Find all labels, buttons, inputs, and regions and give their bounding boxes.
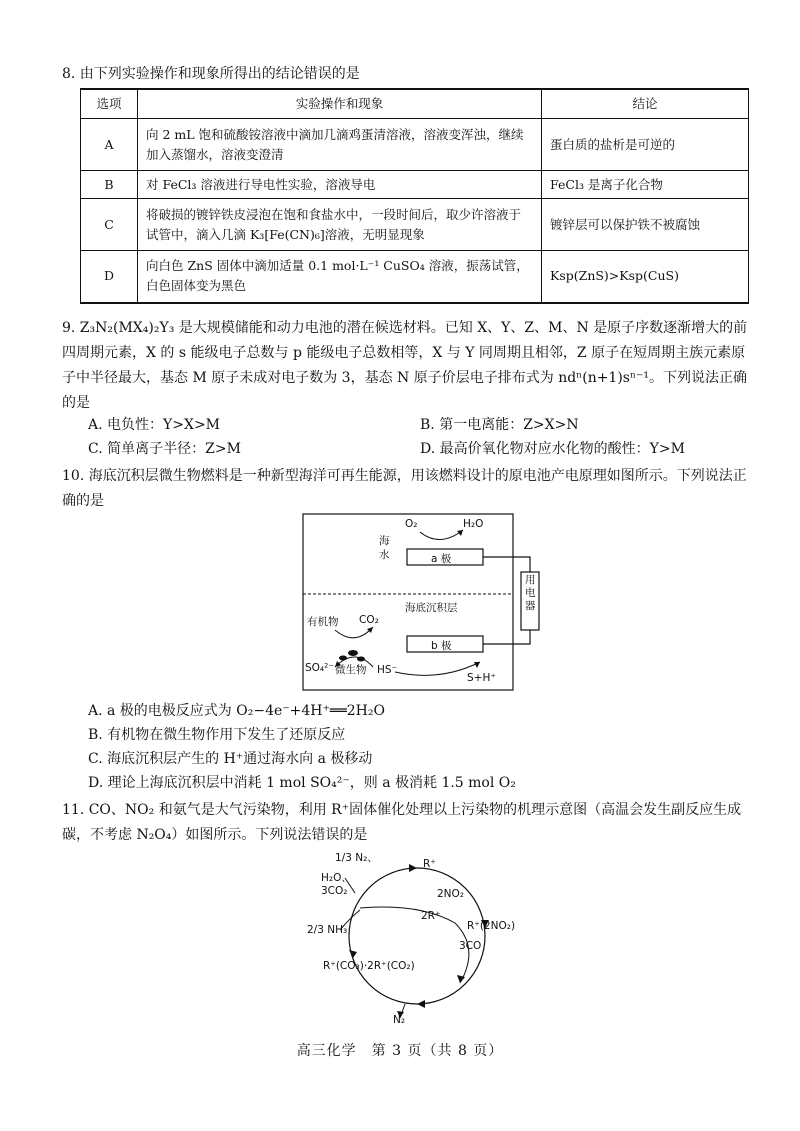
q10-stem: 10. 海底沉积层微生物燃料是一种新型海洋可再生能源，用该燃料设计的原电池产电原理如图所示。下列说法正确的是 [62, 468, 747, 509]
row-option: D [81, 251, 138, 303]
q10-option-c: C. 海底沉积层产生的 H⁺通过海水向 a 极移动 [88, 751, 373, 767]
sediment-label: 海底沉积层 [405, 602, 458, 614]
h2o-co2-label: H₂O、3CO₂ [321, 872, 352, 897]
two-no2-label: 2NO₂ [437, 888, 465, 900]
q9-option-b: B. 第一电离能：Z>X>N [420, 417, 579, 433]
q10-option-a: A. a 极的电极反应式为 O₂−4e⁻+4H⁺══2H₂O [88, 703, 385, 719]
header-conclusion: 结论 [542, 89, 749, 119]
table-row [81, 199, 749, 251]
seawater-label: 海水 [379, 535, 390, 561]
appliance-label: 用电器 [525, 574, 536, 612]
table-row [81, 119, 749, 171]
q9-option-a: A. 电负性：Y>X>M [88, 417, 221, 433]
row-conclusion: 镀锌层可以保护铁不被腐蚀 [542, 199, 749, 251]
q9-option-d: D. 最高价氧化物对应水化物的酸性：Y>M [420, 441, 685, 457]
row-operation: 向白色 ZnS 固体中滴加适量 0.1 mol·L⁻¹ CuSO₄ 溶液，振荡试管，白色固体变为黑色 [138, 251, 542, 303]
n2-top-label: 1/3 N₂、 [335, 852, 378, 864]
r-plus-label: R⁺ [423, 858, 436, 870]
q9-option-c: C. 简单离子半径：Z>M [88, 441, 241, 457]
row-operation: 向 2 mL 饱和硫酸铵溶液中滴加几滴鸡蛋清溶液，溶液变浑浊，继续加入蒸馏水，溶液变澄清 [138, 119, 542, 171]
r-no2-label: R⁺(2NO₂) [467, 920, 516, 932]
row-conclusion: 蛋白质的盐析是可逆的 [542, 119, 749, 171]
table-row [81, 171, 749, 199]
q11-stem: 11. CO、NO₂ 和氨气是大气污染物，利用 R⁺固体催化处理以上污染物的机理示意图（高温会发生副反应生成碳，不考虑 N₂O₄）如图所示。下列说法错误的是 [62, 802, 742, 843]
hs-label: HS⁻ [377, 664, 398, 676]
q9-stem: 9. Z₃N₂(MX₄)₂Y₃ 是大规模储能和动力电池的潜在候选材料。已知 X、Y、Z、M、N 是原子序数逐渐增大的前四周期元素，X 的 s 能级电子总数与 p 能级电子总数相等，X 与 Y 同周期且相邻，Z 原子在短周期主族元素原子中半径最大，基态 M 原子未成对电子数为 3，基态 N 原子价层电子排布式为 ndⁿ(n+1)sⁿ⁻¹。下列说法正确的是 [62, 320, 748, 411]
page-footer: 高三化学 第 3 页（共 8 页） [296, 1043, 504, 1059]
table-header-row [81, 89, 749, 119]
q10-option-d: D. 理论上海底沉积层中消耗 1 mol SO₄²⁻，则 a 极消耗 1.5 mol O₂ [88, 775, 516, 791]
n2-bottom-label: N₂ [393, 1014, 406, 1026]
row-conclusion: Ksp(ZnS)>Ksp(CuS) [542, 251, 749, 303]
two-r-label: 2R⁺ [421, 910, 441, 922]
q10-option-b: B. 有机物在微生物作用下发生了还原反应 [88, 727, 346, 743]
row-conclusion: FeCl₃ 是离子化合物 [542, 171, 749, 199]
s-h-label: S+H⁺ [467, 672, 496, 684]
battery-diagram [295, 512, 545, 692]
q8-table [80, 88, 749, 304]
row-operation: 将破损的镀锌铁皮浸泡在饱和食盐水中，一段时间后，取少许溶液于试管中，滴入几滴 K₃[Fe(CN)₆]溶液，无明显现象 [138, 199, 542, 251]
q8-stem: 8. 由下列实验操作和现象所得出的结论错误的是 [62, 66, 360, 82]
header-operation: 实验操作和现象 [138, 89, 542, 119]
row-option: A [81, 119, 138, 171]
a-electrode-label: a 极 [431, 553, 452, 565]
row-option: C [81, 199, 138, 251]
so4-label: SO₄²⁻ [305, 662, 334, 674]
row-operation: 对 FeCl₃ 溶液进行导电性实验，溶液导电 [138, 171, 542, 199]
r-co3-label: R⁺(CO₃)·2R⁺(CO₂) [323, 960, 415, 972]
h2o-label: H₂O [463, 518, 484, 530]
table-row [81, 251, 749, 303]
b-electrode-label: b 极 [431, 640, 452, 652]
mechanism-diagram [305, 848, 525, 1028]
organic-label: 有机物 [307, 616, 339, 628]
row-option: B [81, 171, 138, 199]
microbe-label: 微生物 [335, 664, 367, 676]
header-option: 选项 [81, 89, 138, 119]
three-co-label: 3CO [459, 940, 482, 952]
o2-label: O₂ [405, 518, 418, 530]
co2-label: CO₂ [359, 614, 379, 626]
nh3-label: 2/3 NH₃ [307, 924, 348, 936]
